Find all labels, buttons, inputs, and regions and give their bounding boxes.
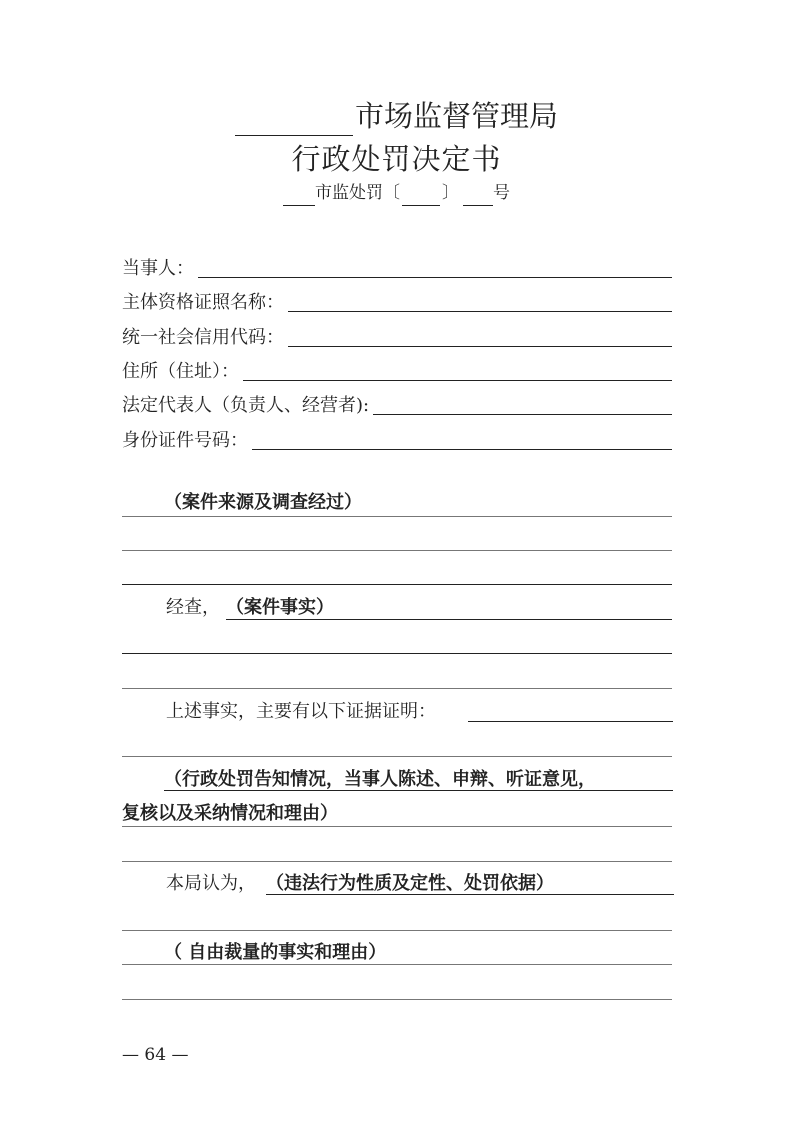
agency-name-blank[interactable]: [235, 105, 353, 136]
document-number: [0, 180, 793, 206]
field-license-name-input[interactable]: [288, 289, 672, 312]
opinion-intro: 本局认为，: [166, 873, 256, 894]
field-legal-rep-label: 法定代表人（负责人、经营者):: [122, 395, 370, 416]
field-party-label: 当事人：: [122, 258, 194, 279]
field-id-number: [122, 424, 672, 454]
writing-line[interactable]: [266, 894, 674, 895]
field-address-input[interactable]: [243, 358, 672, 381]
writing-line[interactable]: [122, 999, 672, 1000]
case-source-heading: （案件来源及调查经过）: [164, 492, 362, 513]
writing-line[interactable]: [122, 826, 672, 827]
doc-number-serial-blank[interactable]: [463, 185, 493, 206]
agency-suffix: 市场监督管理局: [354, 99, 558, 133]
field-license-name-label: 主体资格证照名称：: [122, 292, 284, 313]
writing-line[interactable]: [122, 756, 672, 757]
writing-line[interactable]: [122, 550, 672, 551]
field-party-input[interactable]: [198, 255, 672, 278]
field-legal-rep-input[interactable]: [373, 392, 672, 415]
field-legal-rep: [122, 389, 672, 419]
writing-line[interactable]: [122, 653, 672, 654]
field-address: [122, 355, 672, 385]
field-license-name: [122, 286, 672, 316]
doc-number-prefix: 市监处罚〔: [315, 183, 400, 203]
opinion-placeholder: （违法行为性质及定性、处罚依据）: [266, 873, 554, 894]
field-id-number-label: 身份证件号码：: [122, 430, 248, 451]
agency-title: [0, 96, 793, 136]
doc-number-middle: 〕: [442, 183, 459, 203]
evidence-intro: 上述事实，主要有以下证据证明：: [166, 701, 436, 722]
field-address-label: 住所（住址）：: [122, 361, 239, 382]
field-credit-code: [122, 321, 672, 351]
writing-line[interactable]: [122, 516, 672, 517]
writing-line[interactable]: [164, 790, 673, 791]
doc-number-suffix: 号: [493, 183, 510, 203]
doc-number-region-blank[interactable]: [283, 185, 315, 206]
discretion-heading: （ 自由裁量的事实和理由）: [164, 942, 387, 963]
document-title: 行政处罚决定书: [291, 142, 502, 176]
writing-line[interactable]: [468, 721, 673, 722]
doc-number-year-blank[interactable]: [402, 185, 440, 206]
field-credit-code-label: 统一社会信用代码：: [122, 327, 284, 348]
writing-line[interactable]: [122, 930, 672, 931]
writing-line[interactable]: [226, 619, 672, 620]
writing-line[interactable]: [122, 584, 672, 585]
writing-line[interactable]: [122, 861, 672, 862]
notice-line-2: 复核以及采纳情况和理由）: [122, 803, 338, 824]
facts-intro: 经查，: [166, 597, 220, 618]
field-party: [122, 252, 672, 282]
writing-line[interactable]: [122, 688, 672, 689]
notice-line-1: （行政处罚告知情况，当事人陈述、申辩、听证意见，: [164, 769, 596, 790]
facts-placeholder: （案件事实）: [226, 597, 334, 618]
field-id-number-input[interactable]: [252, 427, 672, 450]
field-credit-code-input[interactable]: [288, 324, 672, 347]
writing-line[interactable]: [122, 964, 672, 965]
page-number: — 64 —: [122, 1045, 189, 1065]
